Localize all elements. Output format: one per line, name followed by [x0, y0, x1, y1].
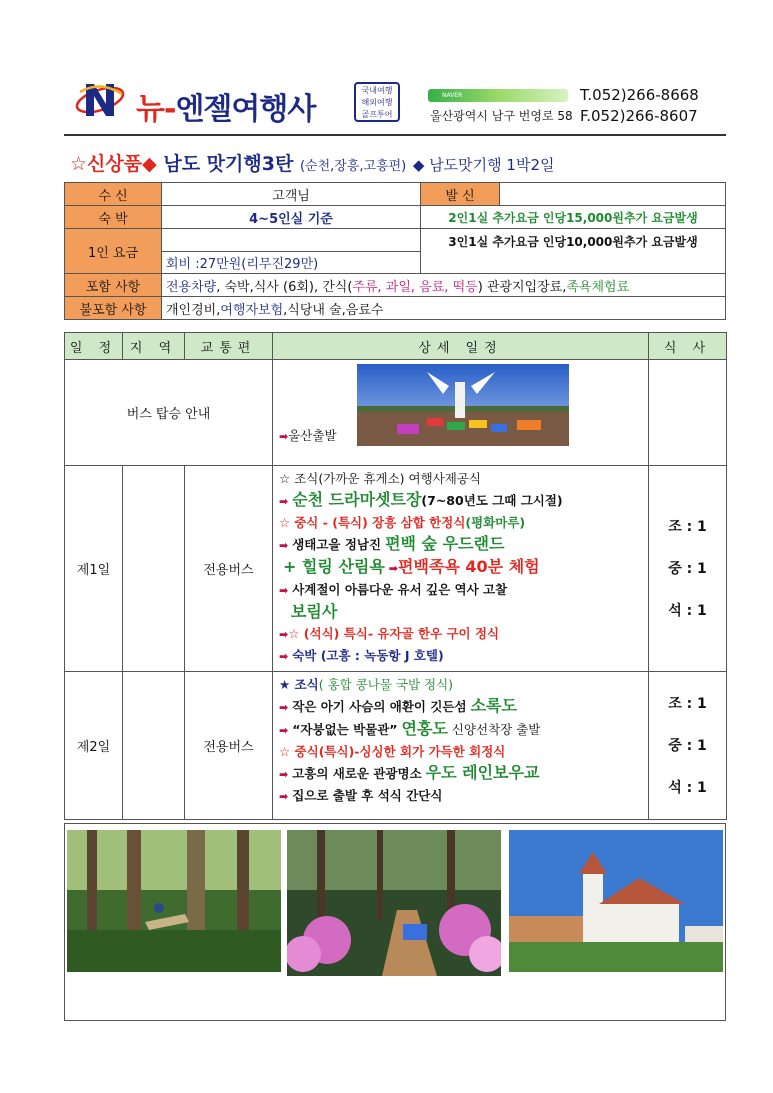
arrow-icon: ➡ [279, 790, 289, 803]
day1-line [279, 579, 642, 601]
day2-region [123, 672, 185, 820]
tag-line: 국내여행 [361, 86, 393, 95]
col-header-meal: 식 사 [649, 333, 727, 360]
day2-line [279, 718, 642, 741]
boarding-meal [649, 360, 727, 466]
title-paren: (순천,장흥,고흥편) [299, 159, 407, 174]
day1-meals [649, 466, 727, 672]
included-part: , 숙박,식사 (6회), 간식( [216, 279, 353, 295]
day1-text: 순천 드라마셋트장 [292, 490, 422, 509]
excluded-value [162, 297, 726, 320]
day1-text: 보림사 [290, 602, 338, 621]
day2-text: 작은 아기 사슴의 애환이 깃든섬 [292, 699, 467, 714]
price-label: 1인 요금 [65, 229, 162, 274]
day1-text: 숙박 (고흥 : 녹동항 J 호텔) [292, 648, 444, 663]
day2-line [279, 785, 642, 807]
day1-line [279, 468, 642, 489]
price-empty [162, 229, 421, 252]
boarding-depart [279, 426, 337, 444]
company-tel: T.052)266-8668 [580, 86, 699, 104]
day1-text: 사계절이 아름다운 유서 깊은 역사 고찰 [292, 582, 508, 597]
header-divider [64, 134, 726, 136]
day1-text: (평화마루) [465, 515, 526, 530]
church-photo [509, 830, 723, 972]
day2-line [279, 674, 642, 695]
day1-text: 중식 - (특식) 장흥 삼합 한정식 [294, 515, 466, 530]
company-logo [74, 78, 126, 122]
day2-text: ( 홍합 콩나물 국밥 정식) [318, 677, 454, 692]
day2-meals [649, 672, 727, 820]
day1-text: + 힐링 산림욕 [282, 557, 385, 576]
day1-text: ☆ (석식) 특식- 유자골 한우 구이 정식 [288, 626, 500, 641]
day1-line [279, 601, 642, 623]
col-header-date: 일 정 [65, 333, 123, 360]
day1-text: (7~80년도 그때 그시절) [421, 493, 563, 508]
lodging-value: 4~5인실 기준 [162, 206, 421, 229]
day2-text: 연홍도 [401, 719, 448, 738]
arrow-icon: ➡ [279, 628, 289, 641]
included-value [162, 274, 726, 297]
day1-transport: 전용버스 [185, 466, 273, 672]
star-icon: ☆ [279, 471, 291, 486]
meal-breakfast: 조 : 1 [668, 518, 707, 535]
excluded-part: ,식당내 술,음료수 [283, 302, 384, 318]
day2-text: 우도 레인보우교 [425, 763, 540, 782]
hydrangea-garden-photo [287, 830, 501, 976]
excluded-part: 개인경비, [166, 302, 221, 318]
day2-label: 제2일 [65, 672, 123, 820]
company-name [136, 84, 315, 128]
arrow-icon: ➡ [279, 650, 289, 663]
recipient-value: 고객님 [162, 183, 421, 206]
day2-line [279, 695, 642, 718]
extra-fee-2: 2인1실 추가요금 인당15,000원추가 요금발생 [421, 206, 726, 229]
day1-line [279, 489, 642, 512]
sender-value [500, 183, 726, 206]
day2-transport: 전용버스 [185, 672, 273, 820]
lodging-label: 숙 박 [65, 206, 162, 229]
arrow-icon: ➡ [279, 584, 289, 597]
title-prefix: ☆신상품◆ [70, 153, 157, 175]
day2-text: ★ 조식 [279, 677, 319, 692]
tag-line: 해외여행 [361, 98, 393, 107]
page-title [70, 149, 554, 176]
service-tag-box [354, 82, 400, 122]
col-header-region: 지 역 [123, 333, 185, 360]
day2-text: 집으로 출발 후 석식 간단식 [292, 788, 443, 803]
arrow-icon: ➡ [279, 768, 289, 781]
day1-text: 편백 숲 우드랜드 [385, 534, 505, 553]
included-part: 주류, 과일, 음료, 떡등 [352, 279, 478, 295]
arrow-icon: ➡ [279, 724, 289, 737]
schedule-table [64, 332, 727, 820]
company-name-dash: 뉴- [136, 92, 176, 127]
ulsan-sculpture-photo [357, 364, 569, 446]
included-part: 전용차량 [166, 279, 217, 295]
col-header-detail: 상세 일정 [273, 333, 649, 360]
arrow-icon: ➡ [279, 539, 289, 552]
boarding-label: 버스 탑승 안내 [65, 360, 273, 466]
day2-detail [273, 672, 649, 820]
extra-fee-3: 3인1실 추가요금 인당10,000원추가 요금발생 [421, 229, 726, 274]
day1-text: 조식(가까운 휴게소) 여행사제공식 [294, 471, 481, 486]
photo-strip [64, 823, 726, 1021]
title-main: 남도 맛기행3탄 [163, 153, 294, 175]
day2-text: 소록도 [470, 696, 517, 715]
day2-line [279, 762, 642, 785]
arrow-icon: ➡ [279, 495, 289, 508]
meal-dinner: 석 : 1 [668, 779, 707, 796]
info-table [64, 182, 726, 320]
meal-dinner: 석 : 1 [668, 602, 707, 619]
meal-lunch: 중 : 1 [668, 737, 707, 754]
tag-line: 골프투어 [361, 110, 393, 119]
arrow-icon: ➡ [279, 701, 289, 714]
meal-lunch: 중 : 1 [668, 560, 707, 577]
boarding-detail [273, 360, 649, 466]
col-header-transport: 교통편 [185, 333, 273, 360]
day1-line [279, 533, 642, 556]
meal-breakfast: 조 : 1 [668, 695, 707, 712]
arrow-icon: ➡ [279, 430, 289, 443]
arrow-icon: ➡ [388, 562, 399, 575]
company-address: 울산광역시 남구 번영로 58 [430, 109, 573, 123]
day1-region [123, 466, 185, 672]
day1-line [279, 623, 642, 645]
recipient-label: 수 신 [65, 183, 162, 206]
excluded-label: 불포함 사항 [65, 297, 162, 320]
included-part: 족욕체험료 [566, 279, 630, 295]
forest-bath-photo [67, 830, 281, 972]
naver-text: NAVER [442, 92, 463, 99]
title-suffix: ◆ 남도맛기행 1박2일 [412, 156, 555, 174]
company-name-text: 엔젤여행사 [175, 92, 316, 127]
depart-text: 울산출발 [288, 428, 337, 443]
company-fax: F.052)266-8607 [580, 107, 698, 125]
day2-line [279, 741, 642, 762]
day1-line [279, 645, 642, 667]
day2-text: ☆ 중식(특식)-싱싱한 회가 가득한 회정식 [279, 744, 506, 759]
day1-label: 제1일 [65, 466, 123, 672]
sender-label: 발 신 [421, 183, 500, 206]
day1-text: 생태고을 정남진 [292, 537, 382, 552]
included-label: 포함 사항 [65, 274, 162, 297]
price-value: 회비 :27만원(리무진29만) [162, 251, 421, 274]
star-icon: ☆ [279, 515, 291, 530]
day1-line [279, 512, 642, 533]
day2-text: “자붕없는 박물관” [292, 722, 398, 737]
excluded-part: 여행자보험 [220, 302, 284, 318]
day2-text: 고흥의 새로운 관광명소 [292, 766, 422, 781]
day1-text: 편백족욕 40분 체험 [398, 557, 540, 576]
naver-search-bar [428, 89, 568, 102]
day1-line [279, 556, 642, 579]
included-part: ) 관광지입장료, [477, 279, 567, 295]
day2-text: 신양선착장 출발 [451, 722, 541, 737]
day1-detail [273, 466, 649, 672]
